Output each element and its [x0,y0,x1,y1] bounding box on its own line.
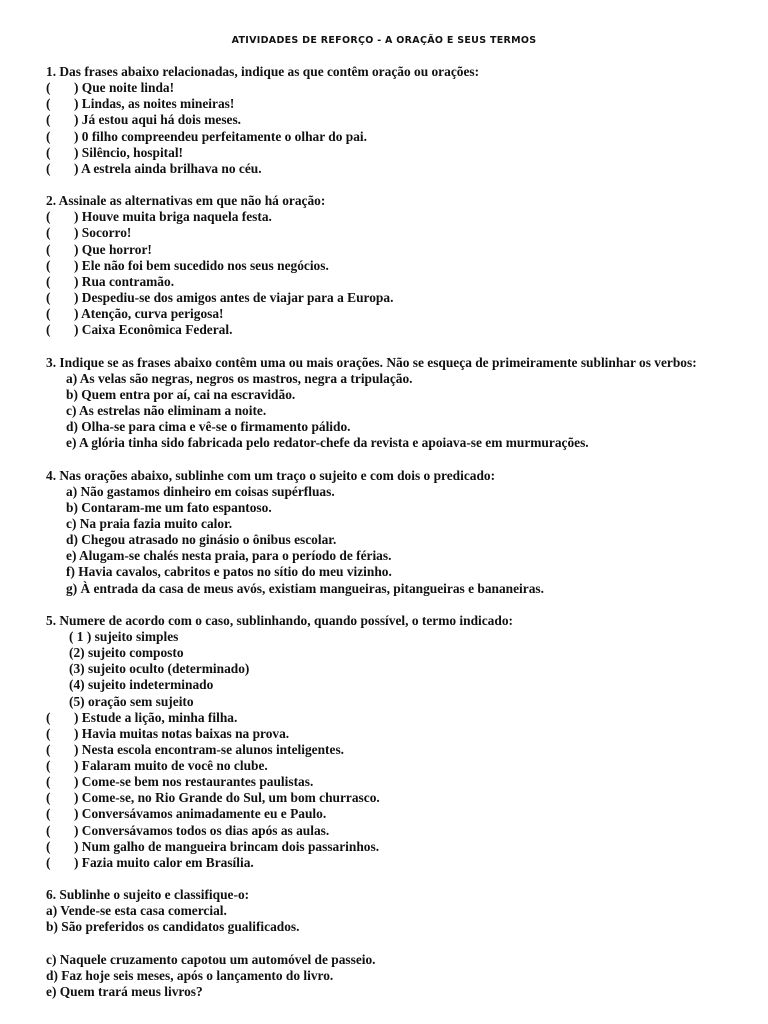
answer-box[interactable]: ( [46,257,51,273]
question-6-prompt: 6. Sublinhe o sujeito e classifique-o: [46,887,250,903]
answer-box[interactable]: ( [46,725,51,741]
q3-item: e) A glória tinha sido fabricada pelo redator-chefe da revista e apoiava-se em murmurações. [66,435,589,451]
q1-item: ( ) Que noite linda! [46,80,175,96]
answer-box[interactable]: ( [46,822,51,838]
q1-item: ( ) A estrela ainda brilhava no céu. [46,160,262,176]
q2-item: ( ) Socorro! [46,225,132,241]
answer-box[interactable]: ( [46,128,51,144]
answer-box[interactable]: ( [46,790,51,806]
q5-item: ( ) Conversávamos animadamente eu e Paulo. [46,806,327,822]
q6-item: b) São preferidos os candidatos gualificados. [46,919,300,935]
answer-box[interactable]: ( [46,144,51,160]
q5-item: ( ) Come-se bem nos restaurantes paulistas. [46,774,314,790]
question-3-prompt: 3. Indique se as frases abaixo contêm uma ou mais orações. Não se esqueça de primeiramente sublinhar os verbos: [46,354,697,370]
q5-option: (3) sujeito oculto (determinado) [69,661,250,677]
answer-box[interactable]: ( [46,241,51,257]
answer-box[interactable]: ( [46,209,51,225]
q2-item: ( ) Caixa Econômica Federal. [46,322,233,338]
page-title: ATIVIDADES DE REFORÇO - A ORAÇÃO E SEUS TERMOS [231,35,537,46]
q2-item: ( ) Houve muita briga naquela festa. [46,209,272,225]
answer-box[interactable]: ( [46,774,51,790]
q1-item: ( ) Lindas, as noites mineiras! [46,96,235,112]
worksheet-content [46,64,736,1000]
q2-item: ( ) Atenção, curva perigosa! [46,306,224,322]
question-5-prompt: 5. Numere de acordo com o caso, sublinhando, quando possível, o termo indicado: [46,612,513,628]
q5-option: (2) sujeito composto [69,645,184,661]
q3-item: c) As estrelas não eliminam a noite. [66,402,267,418]
q5-option: ( 1 ) sujeito simples [69,628,179,644]
q2-item: ( ) Ele não foi bem sucedido nos seus negócios. [46,257,329,273]
q5-item: ( ) Falaram muito de você no clube. [46,758,268,774]
q3-item: a) As velas são negras, negros os mastros, negra a tripulação. [66,370,413,386]
question-2-prompt: 2. Assinale as alternativas em que não há oração: [46,193,326,209]
q4-item: b) Contaram-me um fato espantoso. [66,499,272,515]
answer-box[interactable]: ( [46,96,51,112]
q3-item: b) Quem entra por aí, cai na escravidão. [66,386,296,402]
q2-item: ( ) Rua contramão. [46,273,175,289]
answer-box[interactable]: ( [46,322,51,338]
answer-box[interactable]: ( [46,289,51,305]
q6-item: e) Quem trará meus livros? [46,984,203,1000]
q2-item: ( ) Que horror! [46,241,152,257]
q4-item: f) Havia cavalos, cabritos e patos no sítio do meu vizinho. [66,564,392,580]
q5-item: ( ) Conversávamos todos os dias após as aulas. [46,822,330,838]
answer-box[interactable]: ( [46,112,51,128]
q4-item: e) Alugam-se chalés nesta praia, para o período de férias. [66,548,392,564]
answer-box[interactable]: ( [46,854,51,870]
q4-item: a) Não gastamos dinheiro em coisas supérfluas. [66,483,335,499]
q4-item: c) Na praia fazia muito calor. [66,515,233,531]
q1-item: ( ) Já estou aqui há dois meses. [46,112,242,128]
answer-box[interactable]: ( [46,306,51,322]
q5-item: ( ) Num galho de mangueira brincam dois passarinhos. [46,838,380,854]
answer-box[interactable]: ( [46,709,51,725]
question-1-prompt: 1. Das frases abaixo relacionadas, indique as que contêm oração ou orações: [46,64,480,79]
answer-box[interactable]: ( [46,225,51,241]
q4-item: d) Chegou atrasado no ginásio o ônibus escolar. [66,532,337,548]
answer-box[interactable]: ( [46,273,51,289]
q6-item: a) Vende-se esta casa comercial. [46,903,227,919]
q6-item: c) Naquele cruzamento capotou um automóvel de passeio. [46,951,376,967]
q5-item: ( ) Estude a lição, minha filha. [46,709,238,725]
q1-item: ( ) Silêncio, hospital! [46,144,183,160]
answer-box[interactable]: ( [46,160,51,176]
answer-box[interactable]: ( [46,758,51,774]
q5-item: ( ) Nesta escola encontram-se alunos inteligentes. [46,741,345,757]
answer-box[interactable]: ( [46,806,51,822]
q6-item: d) Faz hoje seis meses, após o lançamento do livro. [46,967,334,983]
answer-box[interactable]: ( [46,741,51,757]
q5-option: (4) sujeito indeterminado [69,677,214,693]
answer-box[interactable]: ( [46,838,51,854]
question-4-prompt: 4. Nas orações abaixo, sublinhe com um traço o sujeito e com dois o predicado: [46,467,496,483]
q3-item: d) Olha-se para cima e vê-se o firmamento pálido. [66,419,351,435]
q5-item: ( ) Havia muitas notas baixas na prova. [46,725,290,741]
q5-item: ( ) Fazia muito calor em Brasília. [46,854,254,870]
answer-box[interactable]: ( [46,80,51,96]
q4-item: g) À entrada da casa de meus avós, existiam mangueiras, pitangueiras e bananeiras. [66,580,544,596]
q5-item: ( ) Come-se, no Rio Grande do Sul, um bom churrasco. [46,790,380,806]
q2-item: ( ) Despediu-se dos amigos antes de viajar para a Europa. [46,289,394,305]
q1-item: ( ) 0 filho compreendeu perfeitamente o olhar do pai. [46,128,367,144]
q5-option: (5) oração sem sujeito [69,693,194,709]
